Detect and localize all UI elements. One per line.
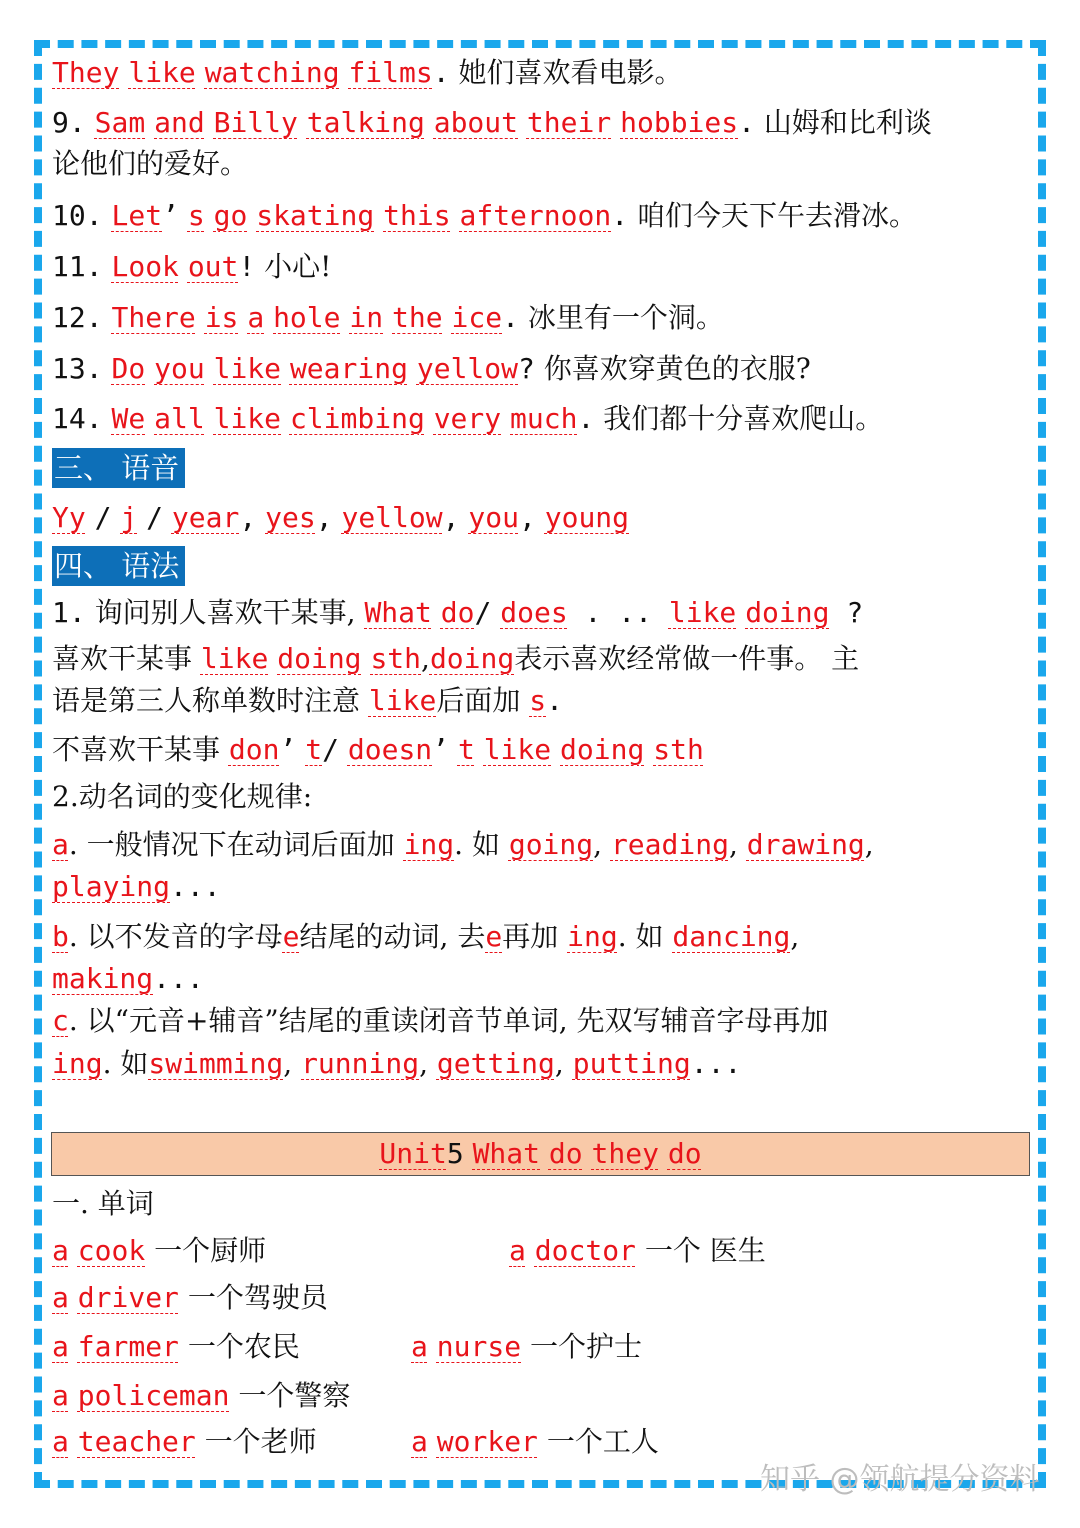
en-word: sth — [370, 642, 422, 675]
en-word: like — [213, 352, 282, 385]
comma: , — [239, 501, 257, 534]
article: a — [52, 1379, 69, 1412]
en-word: like — [368, 684, 437, 717]
grammar-2-line — [52, 641, 859, 677]
en-word: doing — [560, 733, 645, 766]
en-word: ing — [403, 828, 455, 861]
en-word: getting — [436, 1047, 555, 1080]
zh-text: . 以“元音+辅音”结尾的重读闭音节单词, 先双写辅音字母再加 — [68, 1004, 829, 1037]
zh-text: . 如 — [102, 1047, 149, 1080]
question-mark: ? — [829, 596, 864, 629]
grammar-1-line — [52, 595, 863, 631]
comma: , — [283, 1047, 293, 1080]
en-word: like — [128, 56, 196, 89]
en-word: Sam — [94, 106, 146, 139]
zh-translation: 小心! — [255, 250, 332, 283]
vocab-item-cook — [52, 1233, 266, 1269]
en-word: like — [200, 642, 269, 675]
en-word: There — [111, 301, 196, 334]
vocab-meaning: 一个工人 — [537, 1425, 659, 1458]
en-word: Do — [111, 352, 146, 385]
vocab-meaning: 一个警察 — [229, 1379, 351, 1412]
comma: , — [864, 828, 874, 861]
grammar-3-line — [52, 683, 563, 719]
en-word: Look — [111, 250, 179, 283]
rule-label: a — [52, 828, 69, 861]
punct: ? — [518, 352, 535, 385]
comma: , — [554, 1047, 564, 1080]
slash: / — [146, 501, 164, 534]
item-number: 9. — [52, 106, 86, 139]
en-word: out — [187, 250, 239, 283]
en-word: like — [213, 402, 282, 435]
sentence-8-line — [52, 55, 683, 91]
en-word: yellow — [341, 501, 443, 534]
en-word: year — [171, 501, 240, 534]
zh-text: 表示喜欢经常做一件事。 主 — [514, 642, 860, 675]
en-word: making — [52, 962, 154, 995]
article: a — [411, 1330, 428, 1363]
en-word: in — [349, 301, 384, 334]
item-number: 12. — [52, 301, 103, 334]
dots: . .. — [567, 596, 669, 629]
en-word: What — [364, 596, 432, 629]
en-word: you — [154, 352, 205, 385]
en-word: swimming — [148, 1047, 284, 1080]
vocab-item-teacher — [52, 1424, 317, 1460]
en-word: like — [483, 733, 552, 766]
apostrophe: ’ — [432, 733, 450, 766]
zh-text: 结尾的动词, 去 — [299, 920, 486, 953]
vocab-word: teacher — [77, 1425, 196, 1458]
article: a — [52, 1281, 69, 1314]
vocab-word: doctor — [534, 1234, 636, 1267]
en-word: watching — [204, 56, 340, 89]
en-word: sth — [653, 733, 704, 766]
zh-text: 2.动名词的变化规律: — [52, 780, 313, 813]
apostrophe: ’ — [162, 199, 179, 232]
vocab-item-driver — [52, 1280, 328, 1316]
vocab-word: driver — [77, 1281, 179, 1314]
vocab-meaning: 一个驾驶员 — [178, 1281, 328, 1314]
en-word: running — [301, 1047, 420, 1080]
zh-text: 喜欢干某事 — [52, 642, 201, 675]
zh-text: . 如 — [454, 828, 509, 861]
en-word: skating — [256, 199, 375, 232]
vocab-meaning: 一个农民 — [178, 1330, 300, 1363]
item-number: 10. — [52, 199, 103, 232]
unit-title-word: they — [591, 1137, 659, 1170]
en-word: hobbies — [620, 106, 739, 139]
sentence-9-line — [52, 105, 932, 141]
ellipsis: ... — [153, 962, 204, 995]
en-word: s — [187, 199, 205, 232]
slash: / — [322, 733, 339, 766]
sentence-10-line — [52, 198, 917, 234]
en-word: yes — [265, 501, 316, 534]
item-number: 1. — [52, 596, 86, 629]
sentence-11-line — [52, 249, 331, 285]
rule-label: b — [52, 920, 69, 953]
section-heading-phonics: 三、 语音 — [52, 448, 185, 488]
en-word: young — [544, 501, 630, 534]
rule-a-line-cont — [52, 869, 221, 905]
comma: , — [315, 501, 333, 534]
ellipsis: ... — [690, 1047, 742, 1080]
grammar-4-line — [52, 732, 704, 768]
en-word: this — [383, 199, 451, 232]
en-word: do — [440, 596, 475, 629]
zh-translation-cont: 论他们的爱好。 — [52, 147, 249, 180]
en-word: reading — [610, 828, 729, 861]
en-word: climbing — [289, 402, 425, 435]
en-word: hole — [273, 301, 341, 334]
unit-title-box — [51, 1132, 1030, 1176]
punct: . — [502, 301, 519, 334]
vocab-item-nurse — [411, 1329, 642, 1365]
sentence-14-line — [52, 401, 883, 437]
zh-translation: 山姆和比利谈 — [755, 106, 932, 139]
comma: , — [790, 920, 800, 953]
punct: . — [432, 56, 450, 89]
en-word: Let — [111, 199, 163, 232]
punct: . — [611, 199, 629, 232]
sentence-9-line-cont — [52, 146, 248, 182]
ellipsis: ... — [170, 870, 221, 903]
en-word: playing — [52, 870, 171, 903]
rule-b-line-cont — [52, 961, 204, 997]
en-word: very — [433, 402, 502, 435]
en-word: e — [485, 920, 503, 953]
rule-c-line-cont — [52, 1046, 741, 1082]
item-number: 13. — [52, 352, 103, 385]
en-word: ing — [52, 1047, 103, 1080]
item-number: 11. — [52, 250, 103, 283]
punct: ! — [238, 250, 256, 283]
vocab-item-worker — [411, 1424, 659, 1460]
en-word: We — [111, 402, 146, 435]
en-word: yellow — [416, 352, 519, 385]
article: a — [52, 1234, 69, 1267]
section-heading-grammar: 四、 语法 — [52, 546, 185, 586]
rule-a-line — [52, 827, 874, 863]
en-word: does — [500, 596, 568, 629]
en-word: doesn — [347, 733, 433, 766]
en-word: much — [510, 402, 578, 435]
en-word: don — [228, 733, 280, 766]
en-word: ing — [567, 920, 618, 953]
en-word: putting — [572, 1047, 691, 1080]
en-word: Yy — [52, 501, 86, 534]
zh-text: . 如 — [617, 920, 673, 953]
en-word: t — [305, 733, 323, 766]
zh-text: 再加 — [502, 920, 568, 953]
en-word: Billy — [213, 106, 298, 139]
vocab-word: cook — [77, 1234, 146, 1267]
zh-translation: 冰里有一个洞。 — [518, 301, 724, 334]
en-word: a — [247, 301, 265, 334]
unit-title-word: do — [667, 1137, 702, 1170]
sentence-12-line — [52, 300, 724, 336]
en-word: doing — [745, 596, 830, 629]
en-word: going — [508, 828, 594, 861]
en-word: go — [213, 199, 248, 232]
en-word: doing — [277, 642, 362, 675]
punct: . — [577, 402, 595, 435]
rule-label: c — [52, 1004, 69, 1037]
en-word: doing — [429, 642, 515, 675]
comma: , — [419, 1047, 428, 1080]
vocab-meaning: 一个老师 — [195, 1425, 317, 1458]
punct: . — [738, 106, 755, 139]
vocab-word: farmer — [77, 1330, 179, 1363]
zh-text: 后面加 — [436, 684, 530, 717]
phonics-line — [52, 500, 629, 536]
vocab-heading: 一. 单词 — [52, 1187, 154, 1220]
en-word: s — [529, 684, 547, 717]
grammar-5-line — [52, 779, 312, 815]
en-word: wearing — [289, 352, 408, 385]
zh-text: . 以不发音的字母 — [68, 920, 283, 953]
rule-c-line — [52, 1003, 829, 1039]
zh-text: . 一般情况下在动词后面加 — [68, 828, 404, 861]
en-word: like — [668, 596, 737, 629]
unit-title-word: do — [548, 1137, 583, 1170]
en-word: the — [392, 301, 443, 334]
en-word: talking — [306, 106, 425, 139]
en-word: e — [282, 920, 300, 953]
punct: . — [546, 684, 563, 717]
slash: / — [474, 596, 492, 629]
en-word: is — [204, 301, 239, 334]
article: a — [509, 1234, 526, 1267]
en-word: their — [526, 106, 612, 139]
apostrophe: ’ — [279, 733, 297, 766]
article: a — [411, 1425, 428, 1458]
en-word: about — [433, 106, 519, 139]
vocab-meaning: 一个厨师 — [145, 1234, 267, 1267]
en-word: afternoon — [459, 199, 612, 232]
zh-text: 语是第三人称单数时注意 — [52, 684, 369, 717]
comma: , — [442, 501, 460, 534]
zh-translation: 你喜欢穿黄色的衣服? — [534, 352, 811, 385]
unit-title-word: What — [472, 1137, 541, 1170]
en-word: j — [120, 501, 138, 534]
article: a — [52, 1330, 69, 1363]
watermark: 知乎 @领航提分资料 — [760, 1462, 1040, 1497]
unit-word: Unit — [379, 1137, 447, 1170]
zh-text: 不喜欢干某事 — [52, 733, 229, 766]
rule-b-line — [52, 919, 799, 955]
article: a — [52, 1425, 69, 1458]
comma: , — [593, 828, 603, 861]
en-word: ice — [451, 301, 503, 334]
zh-translation: 咱们今天下午去滑冰。 — [628, 199, 917, 232]
en-word: t — [457, 733, 475, 766]
zh-text: 询问别人喜欢干某事, — [85, 596, 356, 629]
en-word: and — [154, 106, 205, 139]
zh-translation: 她们喜欢看电影。 — [449, 56, 683, 89]
item-number: 14. — [52, 402, 103, 435]
slash: / — [94, 501, 112, 534]
vocab-word: nurse — [436, 1330, 522, 1363]
zh-translation: 我们都十分喜欢爬山。 — [594, 402, 884, 435]
vocab-item-policeman — [52, 1378, 350, 1414]
comma: , — [421, 642, 430, 675]
sentence-13-line — [52, 351, 811, 387]
vocab-meaning: 一个 医生 — [635, 1234, 766, 1267]
vocab-meaning: 一个护士 — [521, 1330, 642, 1363]
en-word: all — [154, 402, 205, 435]
vocab-title — [52, 1186, 154, 1222]
vocab-word: policeman — [77, 1379, 230, 1412]
en-word: films — [348, 56, 433, 89]
comma: , — [728, 828, 738, 861]
en-word: you — [468, 501, 519, 534]
en-word: They — [52, 56, 120, 89]
vocab-item-farmer — [52, 1329, 300, 1365]
unit-number: 5 — [446, 1137, 464, 1170]
comma: , — [518, 501, 536, 534]
en-word: drawing — [746, 828, 865, 861]
vocab-item-doctor — [509, 1233, 766, 1269]
en-word: dancing — [672, 920, 791, 953]
vocab-word: worker — [436, 1425, 538, 1458]
